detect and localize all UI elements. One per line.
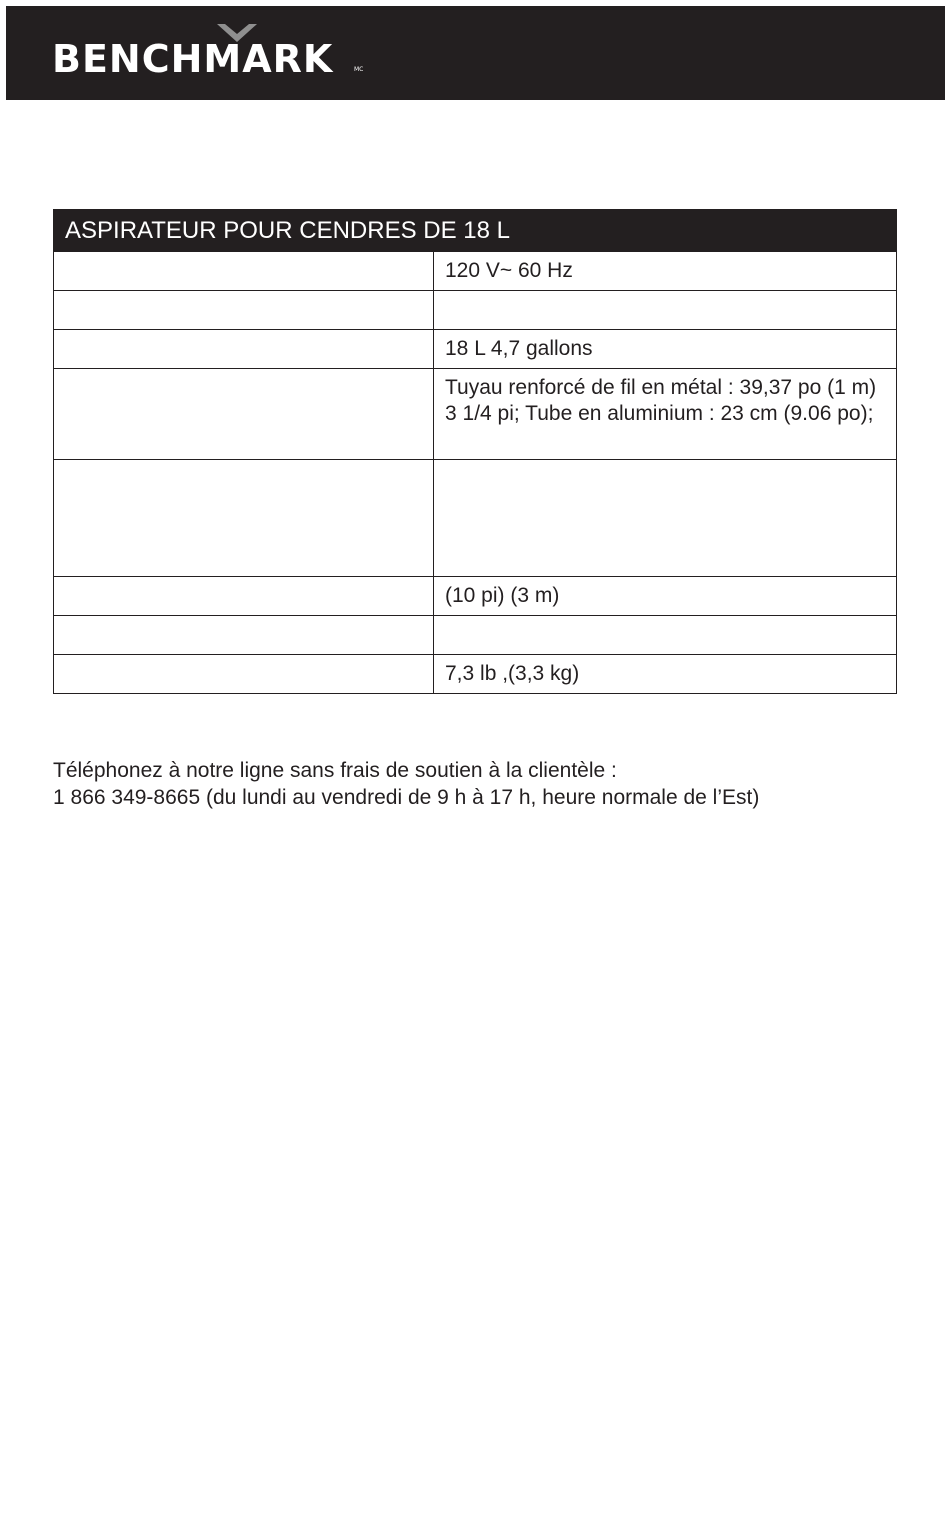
table-row (54, 291, 897, 330)
table-row (54, 616, 897, 655)
table-row (54, 460, 897, 577)
header-bar (6, 6, 945, 100)
table-row (54, 577, 897, 616)
spec-value-cell: Tuyau renforcé de fil en métal : 39,37 po (1 m) 3 1/4 pi; Tube en aluminium : 23 cm (9.06 po); (434, 369, 897, 460)
spec-label-cell (54, 577, 434, 616)
table-row (54, 369, 897, 460)
brand-name: BENCHMARK (52, 37, 334, 81)
spec-table (53, 209, 897, 694)
support-intro-text: Téléphonez à notre ligne sans frais de soutien à la clientèle : (53, 759, 617, 782)
table-row (54, 655, 897, 694)
spec-value-cell (434, 460, 897, 577)
spec-label-cell (54, 291, 434, 330)
spec-table-header (54, 210, 897, 252)
spec-label-cell (54, 655, 434, 694)
spec-value-cell: 18 L 4,7 gallons (434, 330, 897, 369)
spec-value-cell: 7,3 lb ,(3,3 kg) (434, 655, 897, 694)
customer-support-info (53, 757, 913, 811)
spec-label-cell (54, 369, 434, 460)
spec-value-cell (434, 291, 897, 330)
table-row (54, 330, 897, 369)
spec-label-cell (54, 252, 434, 291)
spec-label-cell (54, 616, 434, 655)
spec-value-cell (434, 616, 897, 655)
table-row (54, 252, 897, 291)
spec-label-cell (54, 330, 434, 369)
trademark-mark: MC (354, 66, 364, 73)
spec-label-cell (54, 460, 434, 577)
spec-table-title: ASPIRATEUR POUR CENDRES DE 18 L (54, 210, 897, 252)
support-phone-hours: 1 866 349-8665 (du lundi au vendredi de 9 h à 17 h, heure normale de l’Est) (53, 786, 760, 809)
spec-value-cell: (10 pi) (3 m) (434, 577, 897, 616)
spec-value-cell: 120 V~ 60 Hz (434, 252, 897, 291)
